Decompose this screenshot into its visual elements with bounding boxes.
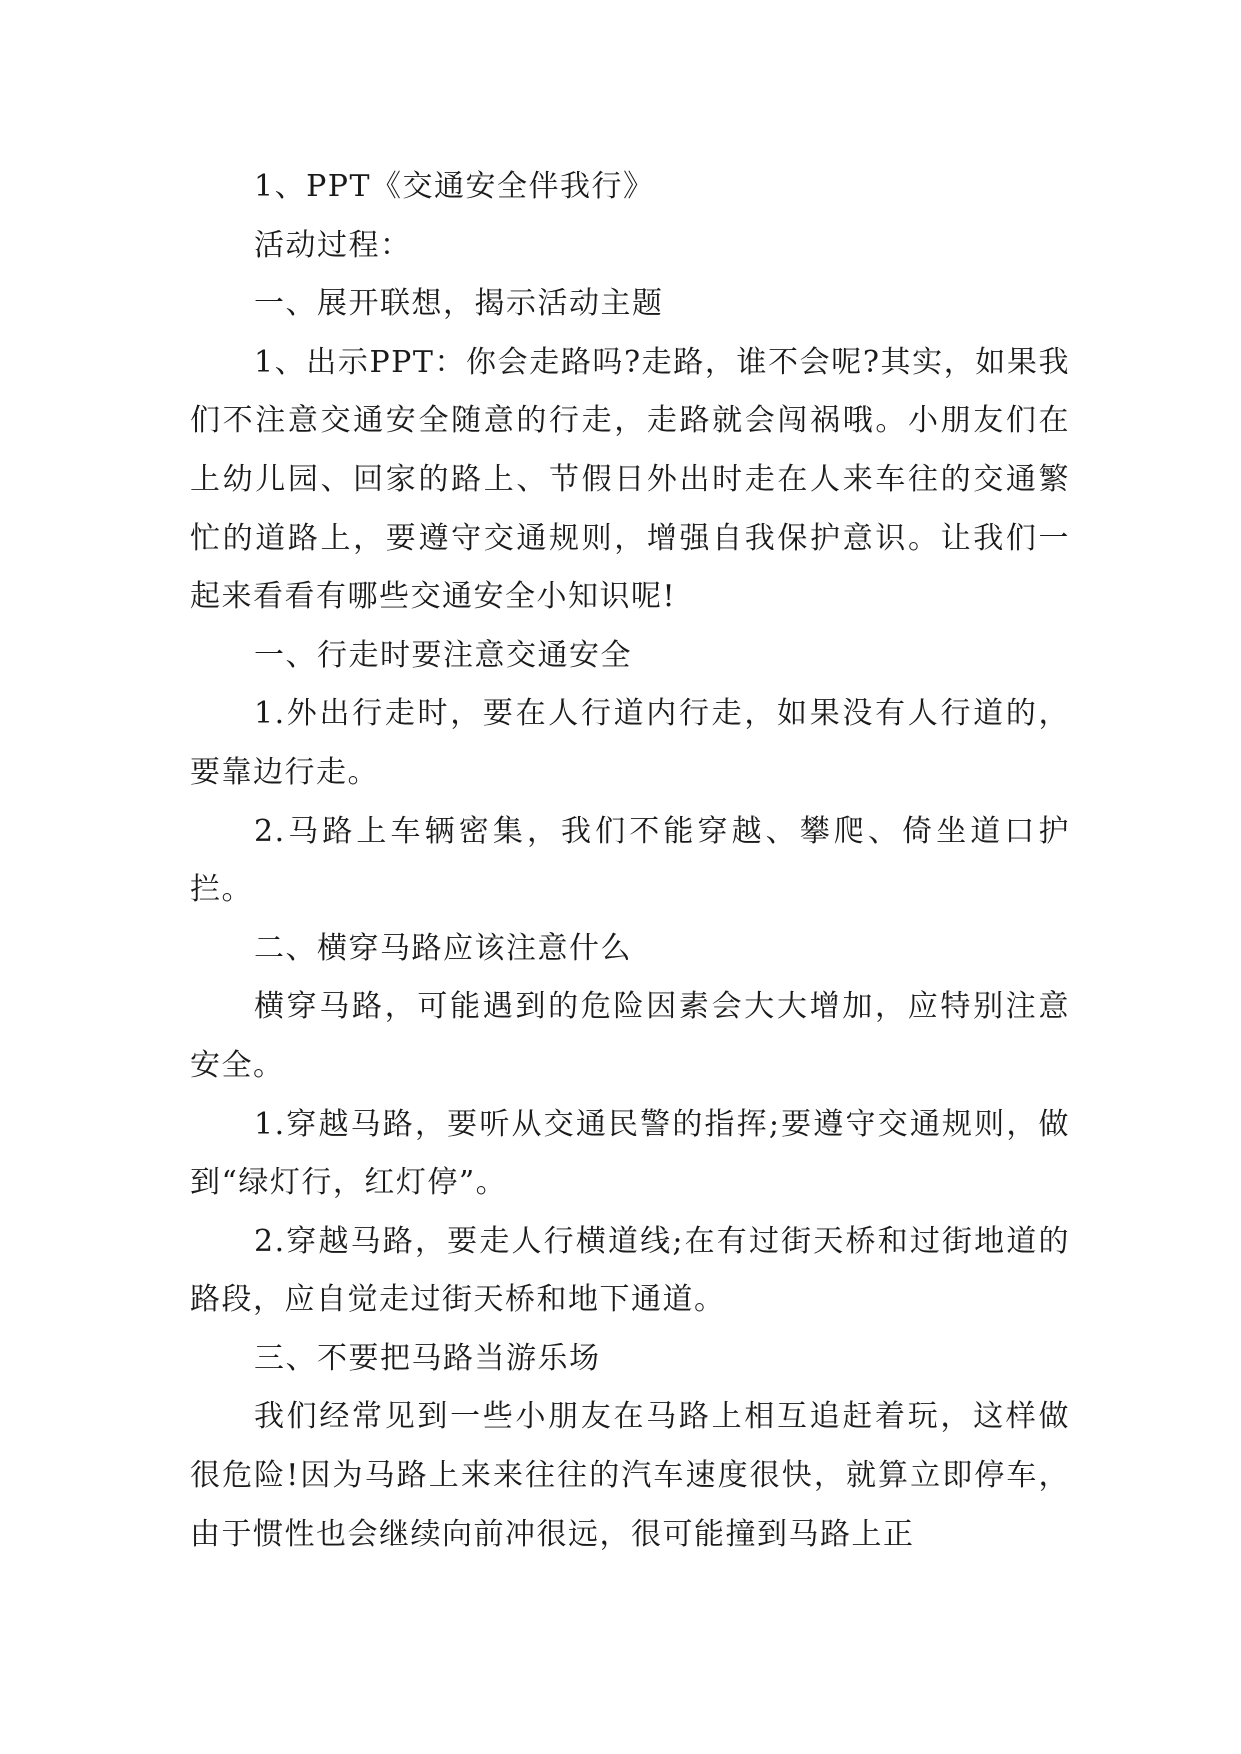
paragraph-crossing-intro: 横穿马路，可能遇到的危险因素会大大增加，应特别注意安全。: [190, 989, 1070, 1083]
section-heading-walking: 一、行走时要注意交通安全: [254, 637, 632, 673]
paragraph-walking-2: 2.马路上车辆密集，我们不能穿越、攀爬、倚坐道口护拦。: [190, 813, 1070, 908]
paragraph-crossing-1: 1.穿越马路，要听从交通民警的指挥;要遵守交通规则，做到“绿灯行，红灯停”。: [190, 1106, 1070, 1201]
paragraph-crossing-2: 2.穿越马路，要走人行横道线;在有过街天桥和过街地道的路段，应自觉走过街天桥和地下通道。: [190, 1223, 1070, 1318]
section-heading-playground: 三、不要把马路当游乐场: [254, 1340, 601, 1376]
paragraph-playground: 我们经常见到一些小朋友在马路上相互追赶着玩，这样做很危险!因为马路上来来往往的汽车速度很快，就算立即停车，由于惯性也会继续向前冲很远，很可能撞到马路上正: [190, 1399, 1070, 1552]
paragraph-walking-1: 1.外出行走时，要在人行道内行走，如果没有人行道的，要靠边行走。: [190, 696, 1070, 790]
section-heading-1: 一、展开联想，揭示活动主题: [254, 286, 664, 322]
section-heading-crossing: 二、横穿马路应该注意什么: [254, 930, 632, 966]
paragraph-activity-process-heading: 活动过程：: [254, 227, 412, 263]
document-body: [190, 158, 1070, 1564]
paragraph-ppt-intro: 1、出示PPT：你会走路吗?走路，谁不会呢?其实，如果我们不注意交通安全随意的行走，走路就会闯祸哦。小朋友们在上幼儿园、回家的路上、节假日外出时走在人来车往的交通繁忙的道路上，要遵守交通规则，增强自我保护意识。让我们一起来看看有哪些交通安全小知识呢!: [190, 344, 1070, 615]
paragraph-material: 1、PPT《交通安全伴我行》: [254, 169, 655, 204]
